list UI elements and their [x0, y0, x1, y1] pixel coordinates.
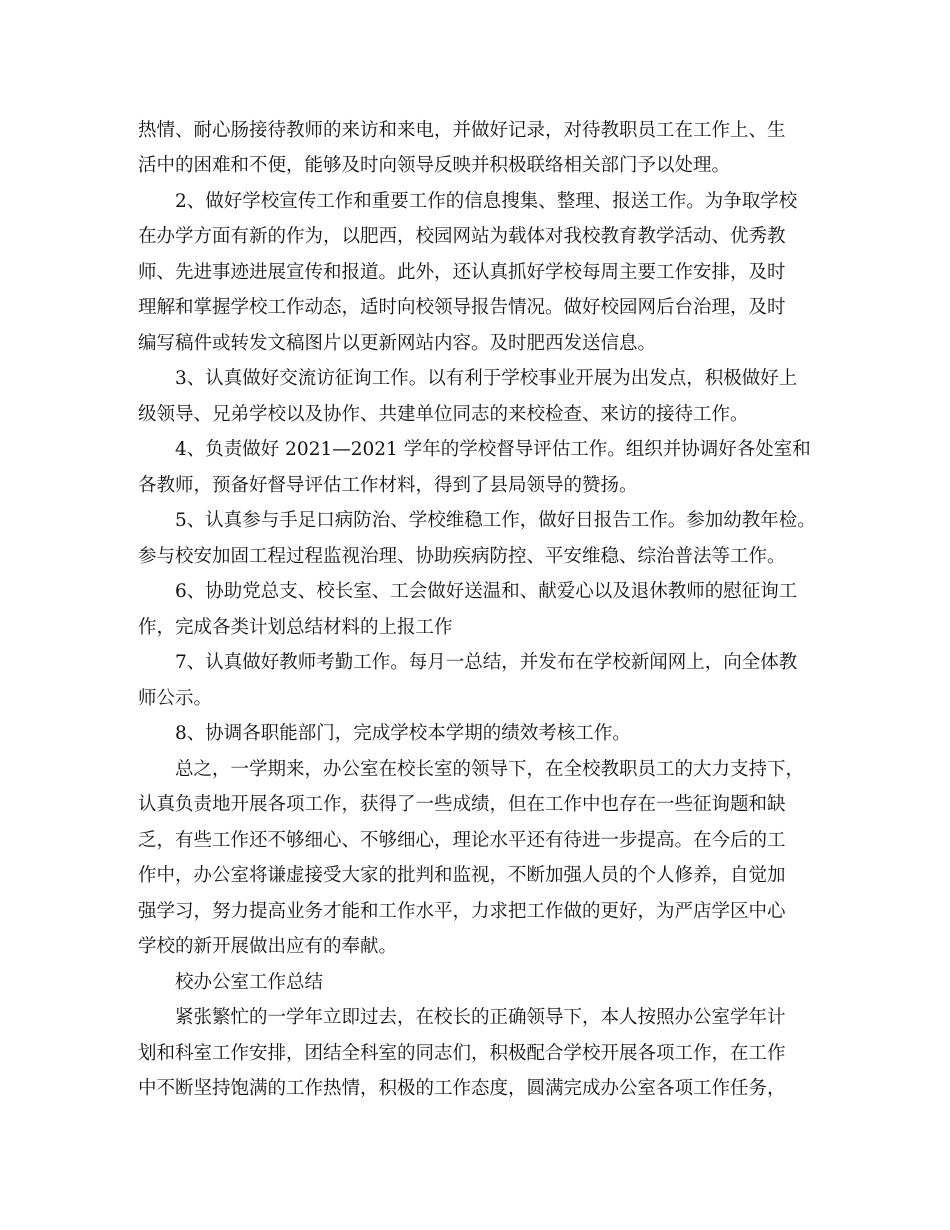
text-line: 热情、耐心肠接待教师的来访和来电，并做好记录，对待教职员工在工作上、生 — [138, 120, 786, 141]
text-line: 参与校安加固工程过程监视治理、协助疾病防控、平安维稳、综治普法等工作。 — [138, 546, 786, 567]
text-line: 强学习，努力提高业务才能和工作水平，力求把工作做的更好，为严店学区中心 — [138, 901, 786, 922]
text-line: 认真负责地开展各项工作，获得了一些成绩，但在工作中也存在一些征询题和缺 — [138, 794, 786, 815]
text-line: 划和科室工作安排，团结全科室的同志们，积极配合学校开展各项工作，在工作 — [138, 1043, 786, 1064]
text-line: 4、负责做好 2021—2021 学年的学校督导评估工作。组织并协调好各处室和 — [175, 439, 811, 460]
text-line: 级领导、兄弟学校以及协作、共建单位同志的来校检查、来访的接待工作。 — [138, 404, 749, 425]
text-line: 2、做好学校宣传工作和重要工作的信息搜集、整理、报送工作。为争取学校 — [175, 191, 798, 212]
text-line: 7、认真做好教师考勤工作。每月一总结，并发布在学校新闻网上，向全体教 — [175, 652, 798, 673]
text-line: 活中的困难和不便，能够及时向领导反映并积极联络相关部门予以处理。 — [138, 155, 731, 176]
text-line: 作，完成各类计划总结材料的上报工作 — [138, 617, 453, 638]
text-line: 8、协调各职能部门，完成学校本学期的绩效考核工作。 — [175, 723, 631, 744]
text-line: 中不断坚持饱满的工作热情，积极的工作态度，圆满完成办公室各项工作任务， — [138, 1078, 786, 1099]
text-line: 各教师，预备好督导评估工作材料，得到了县局领导的赞扬。 — [138, 475, 638, 496]
text-line: 乏，有些工作还不够细心、不够细心，理论水平还有待进一步提高。在今后的工 — [138, 830, 786, 851]
text-line: 紧张繁忙的一学年立即过去，在校长的正确领导下，本人按照办公室学年计 — [175, 1007, 786, 1028]
text-line: 5、认真参与手足口病防治、学校维稳工作，做好日报告工作。参加幼教年检。 — [175, 510, 816, 531]
text-line: 师公示。 — [138, 688, 213, 709]
text-line: 3、认真做好交流访征询工作。以有利于学校事业开展为出发点，积极做好上 — [175, 368, 798, 389]
text-line: 师、先进事迹进展宣传和报道。此外，还认真抓好学校每周主要工作安排，及时 — [138, 262, 786, 283]
text-line: 理解和掌握学校工作动态，适时向校领导报告情况。做好校园网后台治理，及时 — [138, 297, 786, 318]
text-line: 6、协助党总支、校长室、工会做好送温和、献爱心以及退休教师的慰征询工 — [175, 581, 798, 602]
text-line: 编写稿件或转发文稿图片以更新网站内容。及时肥西发送信息。 — [138, 333, 657, 354]
text-line: 学校的新开展做出应有的奉献。 — [138, 936, 398, 957]
text-line: 作中，办公室将谦虚接受大家的批判和监视，不断加强人员的个人修养，自觉加 — [138, 865, 786, 886]
text-line: 总之，一学期来，办公室在校长室的领导下，在全校教职员工的大力支持下， — [175, 759, 805, 780]
section-heading: 校办公室工作总结 — [175, 972, 324, 993]
text-line: 在办学方面有新的作为，以肥西，校园网站为载体对我校教育教学活动、优秀教 — [138, 226, 786, 247]
